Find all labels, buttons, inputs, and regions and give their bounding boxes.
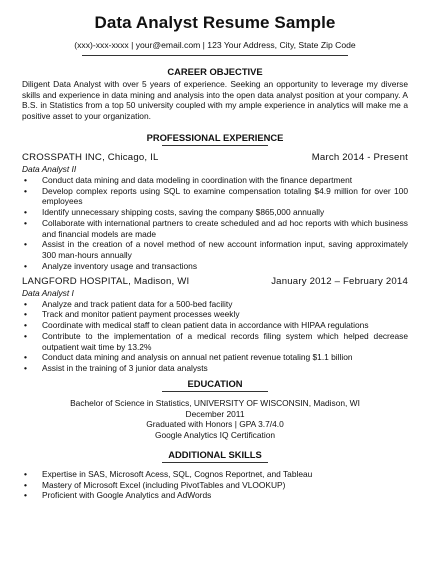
objective-text: Diligent Data Analyst with over 5 years of experience. Seeking an opportunity to leverage my diverse skills and experience in data mining and analysis into the open data analyst position at your company. A B.S. in Statistics from a top 50 university coupled with my ample experience in analytics will make me a positive asset to your organization. (22, 78, 408, 122)
job-entry (22, 152, 408, 272)
bullet-item: • Expertise in SAS, Microsoft Acess, SQL, Cognos Reportnet, and Tableau (22, 469, 408, 480)
objective-heading: CAREER OBJECTIVE (167, 65, 263, 77)
experience-divider (162, 145, 268, 146)
job-header (22, 276, 408, 288)
education-line: Graduated with Honors | GPA 3.7/4.0 (146, 419, 284, 430)
bullet-item: • Mastery of Microsoft Excel (including PivotTables and VLOOKUP) (22, 480, 408, 491)
education-line: Bachelor of Science in Statistics, UNIVERSITY OF WISCONSIN, Madison, WI (70, 397, 360, 408)
resume-title: Data Analyst Resume Sample (94, 13, 336, 32)
bullet-item: • Proficient with Google Analytics and AdWords (22, 490, 408, 501)
job-header (22, 152, 408, 164)
bullet-item: • Analyze and track patient data for a 500-bed facility (22, 299, 408, 310)
bullet-item: • Develop complex reports using SQL to examine compensation totaling $4.9 million for over 100 employees (22, 186, 408, 208)
skills-heading: ADDITIONAL SKILLS (168, 448, 262, 460)
education-line: December 2011 (185, 408, 245, 419)
bullet-item: • Collaborate with international partners to create scheduled and ad hoc reports with which business and financial models are made (22, 218, 408, 240)
job-bullets (22, 299, 408, 374)
bullet-item: • Identify unnecessary shipping costs, saving the company $865,000 annually (22, 207, 408, 218)
job-dates: March 2014 - Present (311, 151, 408, 163)
education-divider (162, 391, 268, 392)
contact-line: (xxx)-xxx-xxxx | your@email.com | 123 Your Address, City, State Zip Code (74, 39, 356, 50)
bullet-item: • Assist in the training of 3 junior data analysts (22, 363, 408, 374)
bullet-item: • Contribute to the implementation of a medical records filing system which helped decrease outpatient wait time by 13.2% (22, 331, 408, 353)
job-role: Data Analyst I (22, 287, 74, 298)
skills-bullets (22, 469, 408, 501)
education-line: Google Analytics IQ Certification (154, 430, 276, 441)
bullet-item: • Track and monitor patient payment processes weekly (22, 309, 408, 320)
bullet-item: • Analyze inventory usage and transactions (22, 261, 408, 272)
job-role: Data Analyst II (22, 164, 77, 175)
job-entry (22, 276, 408, 374)
bullet-item: • Assist in the creation of a novel method of new account information input, saving approximately 300 man-hours annually (22, 239, 408, 261)
skills-divider (162, 462, 268, 463)
job-company: LANGFORD HOSPITAL, Madison, WI (22, 275, 190, 287)
education-heading: EDUCATION (187, 377, 243, 389)
bullet-item: • Conduct data mining and data modeling in coordination with the finance department (22, 175, 408, 186)
education-block (22, 398, 408, 441)
bullet-item: • Conduct data mining and analysis on annual net patient revenue totaling $1.1 billion (22, 352, 408, 363)
bullet-item: • Coordinate with medical staff to clean patient data in accordance with HIPAA regulations (22, 320, 408, 331)
job-company: CROSSPATH INC, Chicago, IL (22, 151, 159, 163)
job-dates: January 2012 – February 2014 (271, 275, 408, 287)
experience-heading: PROFESSIONAL EXPERIENCE (146, 131, 284, 143)
job-bullets (22, 175, 408, 272)
header-divider (82, 55, 348, 56)
